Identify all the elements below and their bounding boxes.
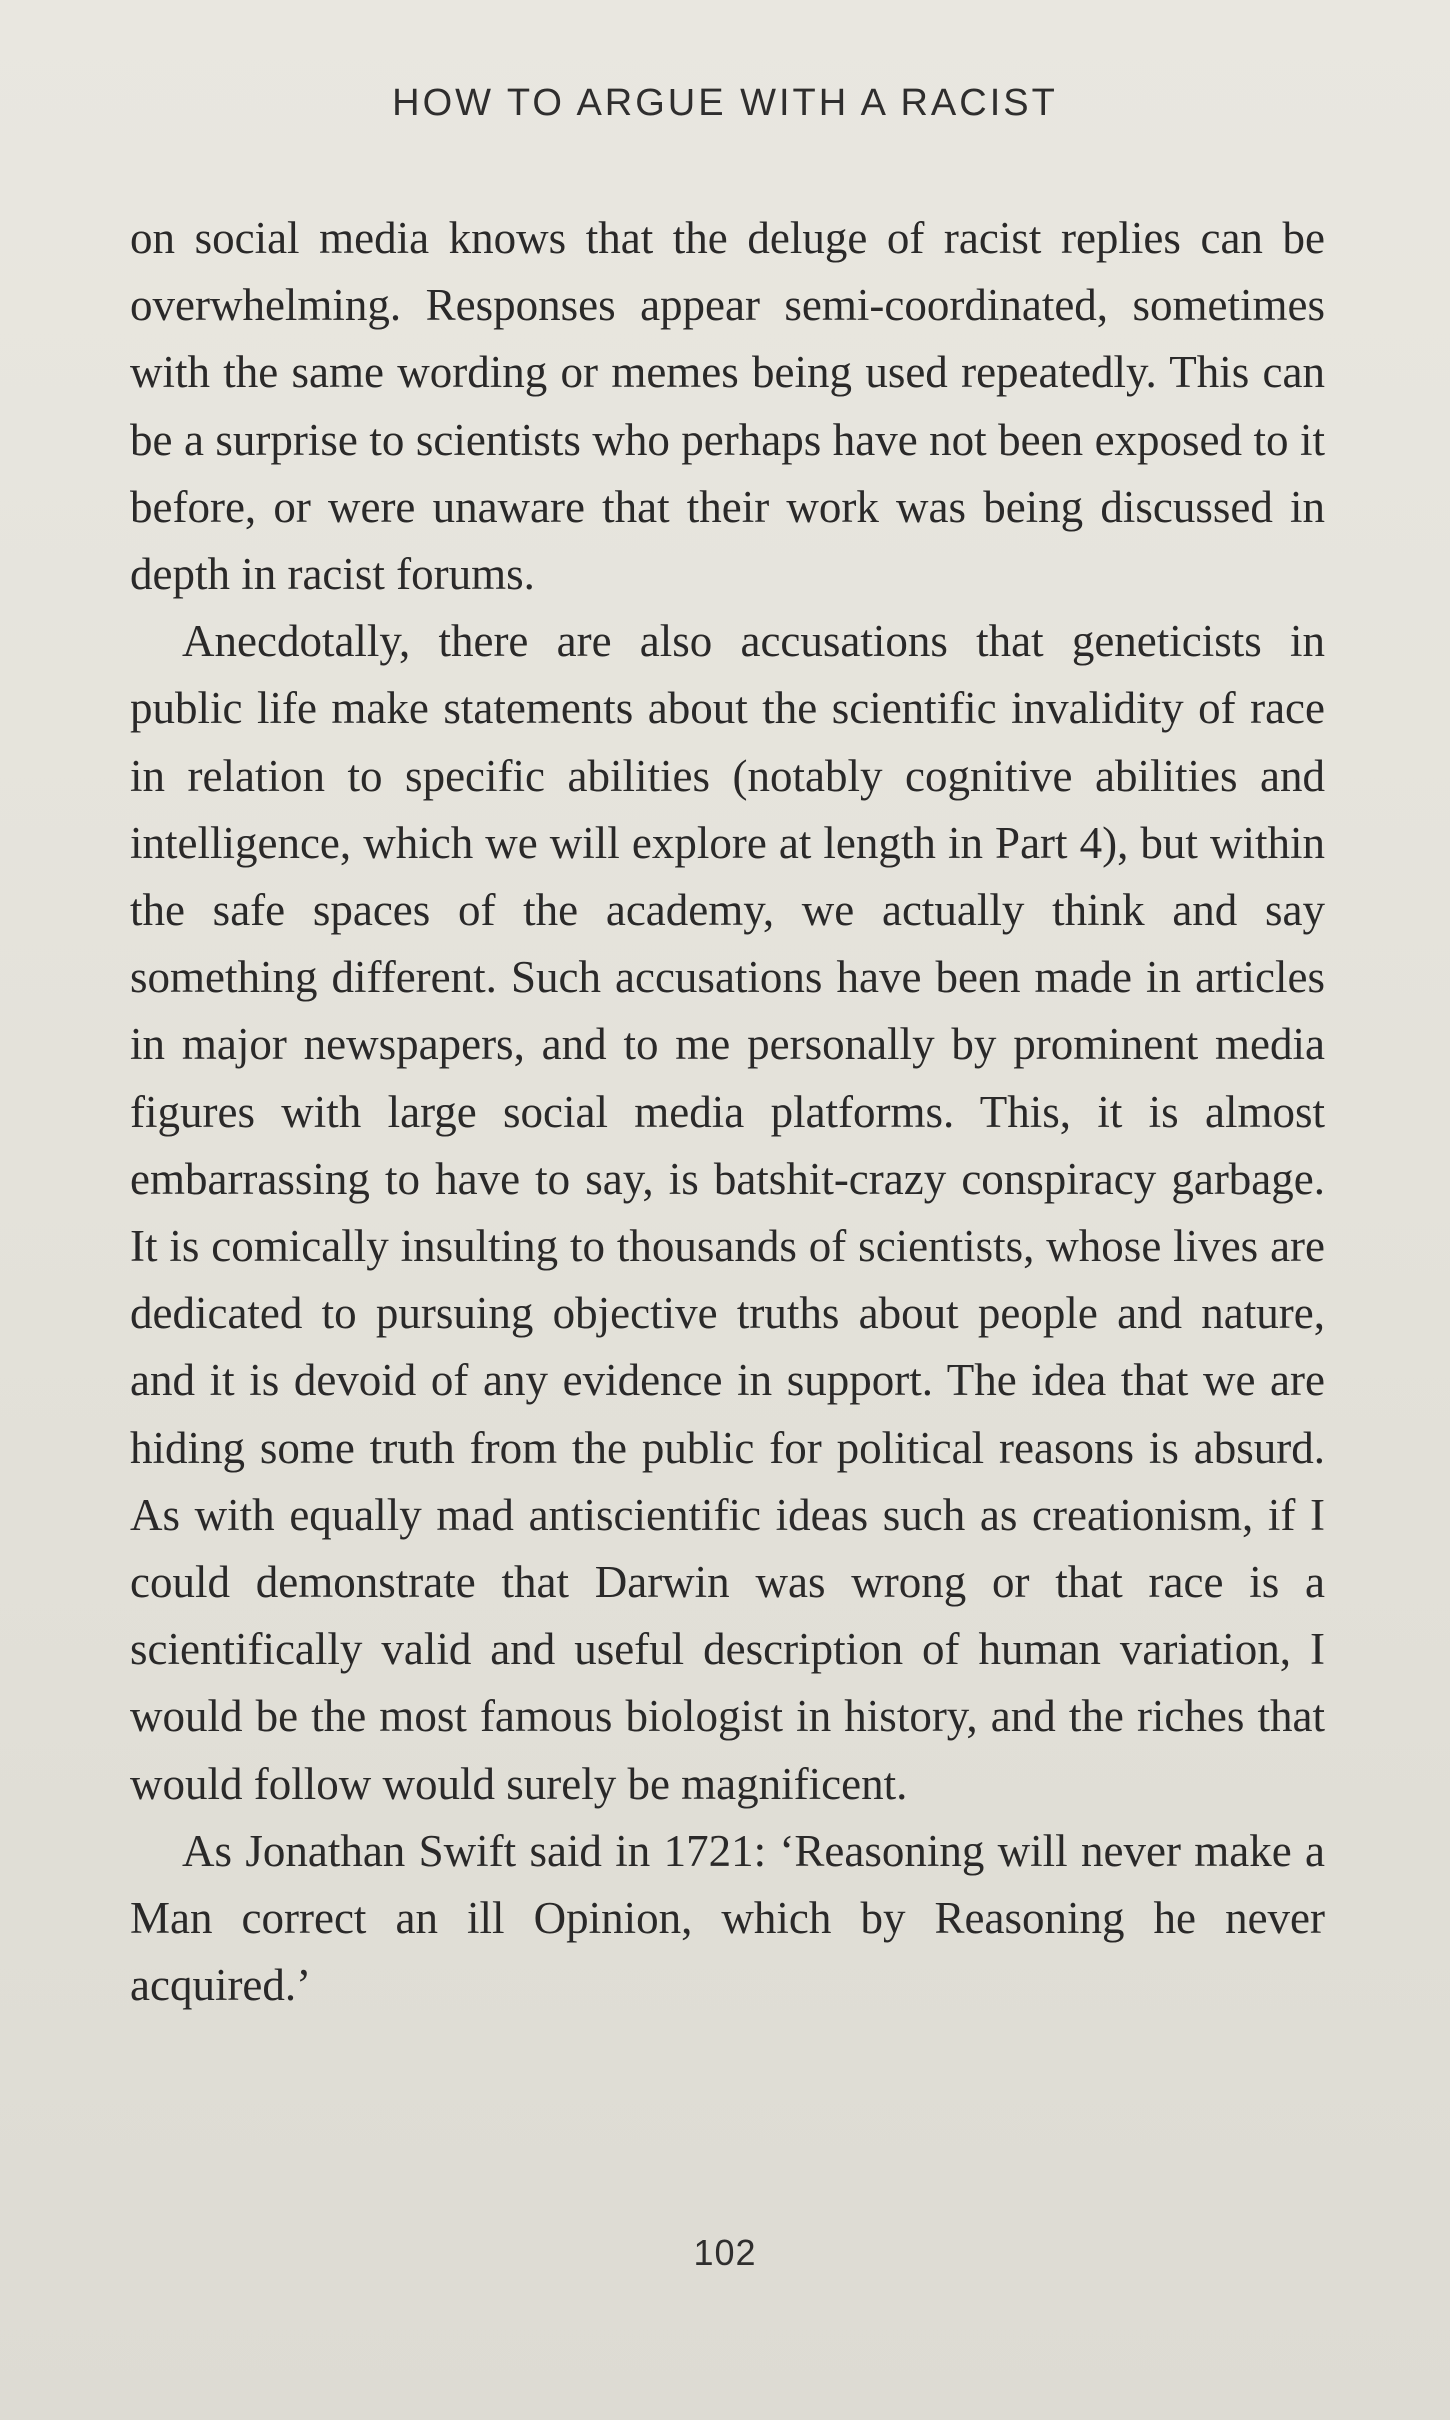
paragraph-1: on social media knows that the deluge of racist replies can be overwhelming. Responses appear semi-coordinated, sometimes with the same wording or memes being used repeatedly. This can be a surprise to scientists who perhaps have not been exposed to it before, or were unaware that their work was being discussed in depth in racist forums. [130,213,1325,600]
paragraph-2: Anecdotally, there are also accusations that geneticists in public life make statements about the scientific invalidity of race in relation to specific abilities (notably cognitive abilities and intelligence, which we will explore at length in Part 4), but within the safe spaces of the academy, we actually think and say something different. Such accusations have been made in articles in major newspapers, and to me personally by prominent media figures with large social media platforms. This, it is almost embarrassing to have to say, is batshit-crazy conspiracy garbage. It is comically insulting to thousands of scientists, whose lives are dedicated to pursuing objective truths about people and nature, and it is devoid of any evidence in support. The idea that we are hiding some truth from the public for political reasons is absurd. As with equally mad antiscientific ideas such as creationism, if I could demonstrate that Darwin was wrong or that race is a scientifically valid and useful description of human variation, I would be the most famous biologist in history, and the riches that would follow would surely be magnificent. [130,616,1325,1809]
paragraph-3: As Jonathan Swift said in 1721: ‘Reasoning will never make a Man correct an ill Opinion, which by Reasoning he never acquired.’ [130,1825,1325,2011]
body-text [130,205,1325,2019]
page-number: 102 [693,2232,757,2273]
running-head: HOW TO ARGUE WITH A RACIST [392,82,1058,124]
